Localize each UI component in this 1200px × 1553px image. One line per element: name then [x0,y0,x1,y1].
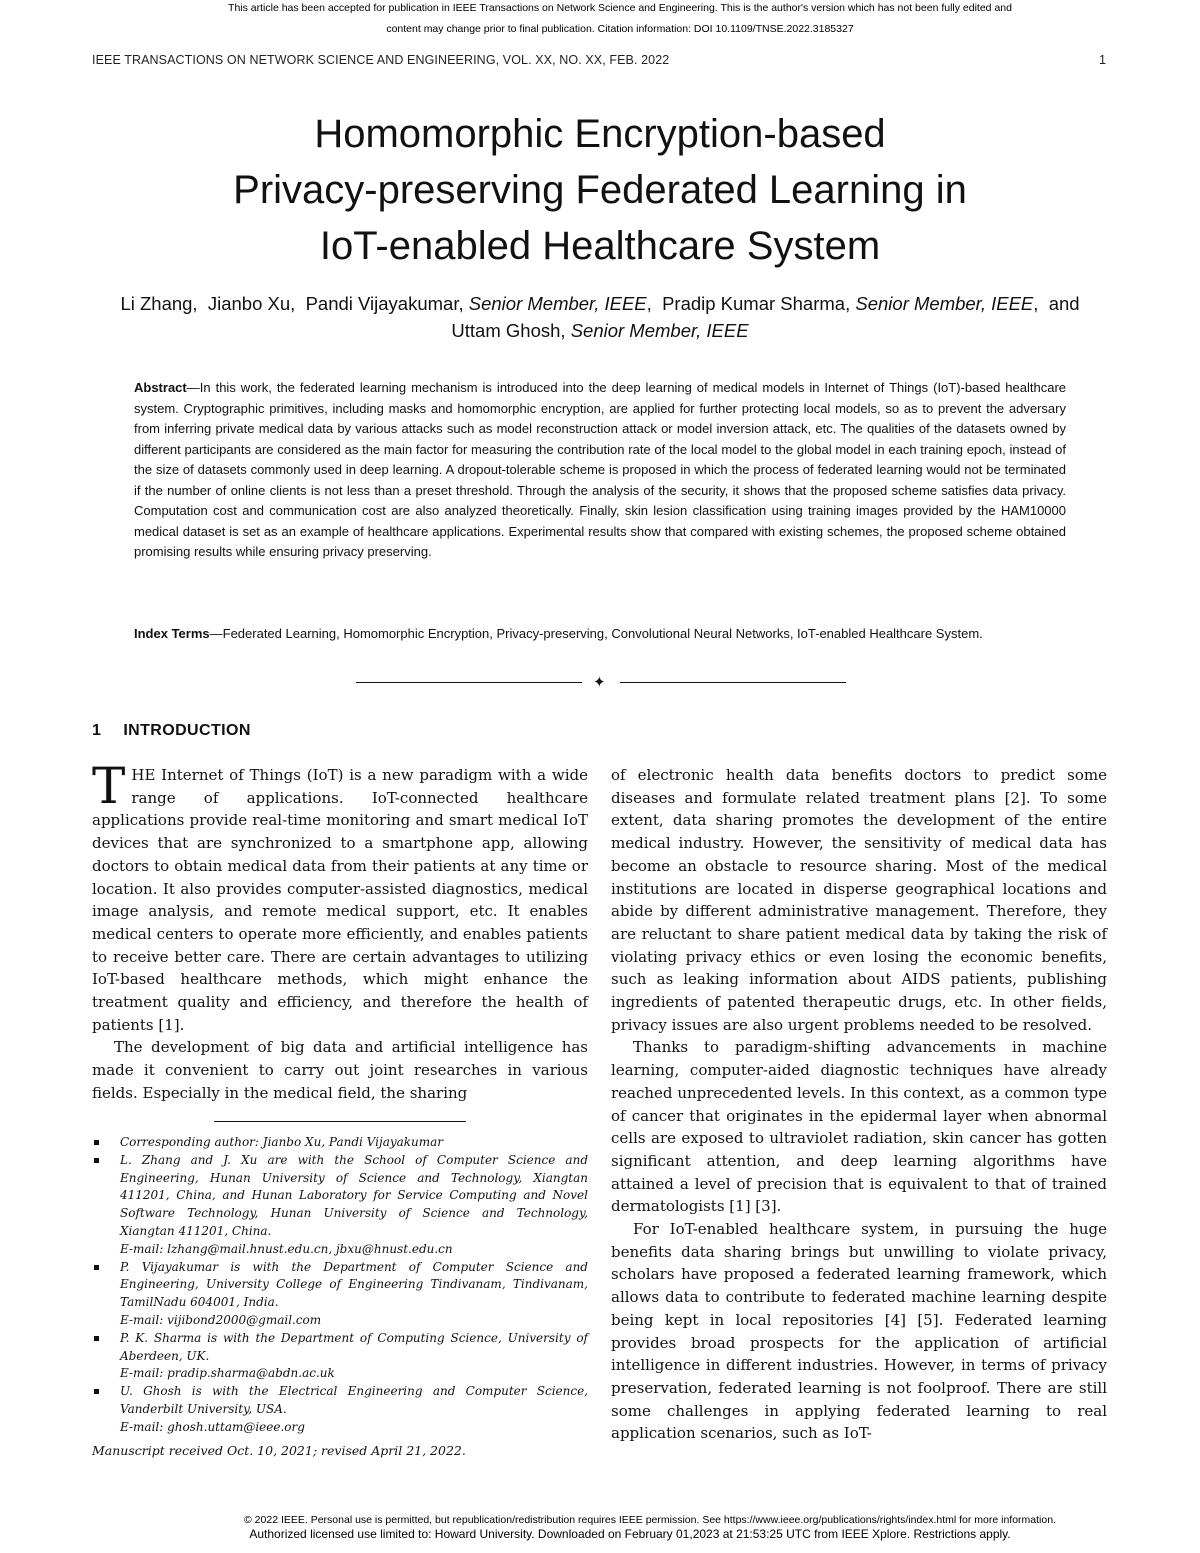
manuscript-dates: Manuscript received Oct. 10, 2021; revised April 21, 2022. [92,1443,466,1458]
footnote-5-email: E-mail: ghosh.uttam@ieee.org [120,1419,305,1434]
footnote-5 [92,1383,588,1436]
abstract [134,378,1066,563]
divider-line-right [620,682,846,683]
body-paragraph-1 [92,757,588,1036]
drop-cap: T [92,757,126,815]
footnote-4 [92,1330,588,1383]
footnote-5-text: U. Ghosh is with the Electrical Engineering and Computer Science, Vanderbilt University, USA. [120,1384,588,1416]
footnote-3-email: E-mail: vijibond2000@gmail.com [120,1312,322,1327]
footnote-2 [92,1152,588,1259]
footnote-4-email: E-mail: pradip.sharma@abdn.ac.uk [120,1366,335,1381]
footnote-1 [92,1134,588,1152]
author-4: Pradip Kumar Sharma, [662,293,851,314]
index-terms [134,624,1066,645]
body-paragraph-5: For IoT-enabled healthcare system, in pursuing the huge benefits data sharing brings but unwilling to violate privacy, scholars have proposed a federated learning framework, which allows data to contribute to federated machine learning despite being kept in local repositories [4] [5]. Federated learning provides broad prospects for the application of artificial intelligence in different industries. However, in terms of privacy preservation, federated learning is not foolproof. There are still some challenges in applying federated learning to real application scenarios, such as IoT- [611,1220,1107,1443]
footnote-rule [214,1121,466,1122]
body-column-right [611,764,1107,1445]
section-number: 1 [92,722,102,739]
footnote-2-email: E-mail: lzhang@mail.hnust.edu.cn, jbxu@hnust.edu.cn [120,1241,453,1256]
copyright-notice: © 2022 IEEE. Personal use is permitted, but republication/redistribution requires IEEE permission. See https://www.ieee.org/publications/rights/index.html for more information. [244,1514,1056,1526]
body-column-left [92,757,588,1105]
body-paragraph-2: The development of big data and artificial intelligence has made it convenient to carry out joint researches in various fields. Especially in the medical field, the sharing [92,1038,588,1102]
running-head: IEEE TRANSACTIONS ON NETWORK SCIENCE AND ENGINEERING, VOL. XX, NO. XX, FEB. 2022 [92,53,670,67]
paper-title [130,106,1070,274]
author-4-role: Senior Member, IEEE [855,293,1034,314]
footnote-1-text: Corresponding author: Jianbo Xu, Pandi Vijayakumar [120,1135,444,1149]
section-divider [356,674,846,692]
author-3-role: Senior Member, IEEE [468,293,647,314]
section-title: INTRODUCTION [123,722,251,739]
footnote-3-text: P. Vijayakumar is with the Department of Computer Science and Engineering, University College of Engineering Tindivanam, Tindivanam, TamilNadu 604001, India. [120,1259,588,1310]
drop-cap-lead: HE [131,766,156,784]
index-terms-text: —Federated Learning, Homomorphic Encryption, Privacy-preserving, Convolutional Neural Networks, IoT-enabled Healthcare System. [209,626,983,641]
body-paragraph-3: of electronic health data benefits doctors to predict some diseases and formulate related treatment plans [2]. To some extent, data sharing promotes the development of the entire medical industry. However, the sensitivity of medical data has become an obstacle to resource sharing. Most of the medical institutions are located in disperse geographical locations and abide by different administrative management. Therefore, they are reluctant to share patient medical data by taking the risk of violating privacy ethics or even losing the economic benefits, such as leaking information about AIDS patients, publishing ingredients of patented therapeutic drugs, etc. In other fields, privacy issues are also urgent problems needed to be resolved. [611,766,1107,1034]
authorized-use-notice: Authorized licensed use limited to: Howard University. Downloaded on February 01,2023 at 21:53:25 UTC from IEEE Xplore. Restrictions apply. [249,1527,1011,1541]
publication-notice [120,0,1120,40]
diamond-icon: ✦ [593,674,606,691]
title-line-3: IoT-enabled Healthcare System [319,224,881,268]
abstract-label: Abstract [134,380,187,395]
footnote-2-text: L. Zhang and J. Xu are with the School of Computer Science and Engineering, Hunan University of Science and Technology, Xiangtan 411201, China, and Hunan Laboratory for Service Computing and Novel Software Technology, Hunan University of Science and Technology, Xiangtan 411201, China. [120,1152,588,1238]
publication-notice-line1: This article has been accepted for publication in IEEE Transactions on Network Science and Engineering. This is the author's version which has not been fully edited and [228,2,1012,14]
abstract-text: —In this work, the federated learning mechanism is introduced into the deep learning of medical models in Internet of Things (IoT)-based healthcare system. Cryptographic primitives, including masks and homomorphic encryption, are applied for further protecting local models, so as to prevent the adversary from inferring private medical data by various attacks such as model reconstruction attack or model inversion attack, etc. The qualities of the datasets owned by different participants are considered as the main factor for measuring the contribution rate of the local model to the global model in each training epoch, instead of the size of datasets commonly used in deep learning. A dropout-tolerable scheme is proposed in which the process of federated learning would not be terminated if the number of online clients is not less than a preset threshold. Through the analysis of the security, it shows that the proposed scheme satisfies data privacy. Computation cost and communication cost are also analyzed theoretically. Finally, skin lesion classification using training images provided by the HAM10000 medical dataset is set as an example of healthcare applications. Experimental results show that compared with existing schemes, the proposed scheme obtained promising results while ensuring privacy preserving. [134,380,1066,559]
body-paragraph-1-text: Internet of Things (IoT) is a new paradigm with a wide range of applications. IoT-connected healthcare applications provide real-time monitoring and smart medical IoT devices that are synchronized to a smartphone app, allowing doctors to obtain medical data from their patients at any time or location. It also provides computer-assisted diagnostics, medical image analysis, and remote medical support, etc. It enables medical centers to operate more efficiently, and enables patients to receive better care. There are certain advantages to utilizing IoT-based healthcare methods, which might enhance the treatment quality and efficiency, and therefore the health of patients [1]. [92,766,588,1034]
section-heading [92,722,251,740]
divider-line-left [356,682,582,683]
title-line-2: Privacy-preserving Federated Learning in [233,168,967,212]
author-3: Pandi Vijayakumar, [305,293,464,314]
author-5-role: Senior Member, IEEE [570,320,749,341]
body-paragraph-4: Thanks to paradigm-shifting advancements in machine learning, computer-aided diagnostic techniques have already reached unprecedented levels. In this context, as a common type of cancer that originates in the epidermal layer when abnormal cells are exposed to ultraviolet radiation, skin cancer has gotten significant attention, and deep learning algorithms have attained a level of precision that is equivalent to that of trained dermatologists [1] [3]. [611,1038,1107,1216]
author-2: Jianbo Xu, [207,293,296,314]
publication-notice-line2: content may change prior to final publication. Citation information: DOI 10.1109/TNSE.2022.3185327 [386,23,854,35]
footnotes [92,1134,588,1437]
title-line-1: Homomorphic Encryption-based [314,112,886,156]
footnote-4-text: P. K. Sharma is with the Department of Computing Science, University of Aberdeen, UK. [120,1330,588,1363]
author-5: and Uttam Ghosh, [451,293,1080,341]
index-terms-label: Index Terms [134,626,210,641]
page-number: 1 [1099,53,1106,67]
author-1: Li Zhang, [120,293,198,314]
author-list: Li Zhang, Jianbo Xu, Pandi Vijayakumar, Senior Member, IEEE, Pradip Kumar Sharma, Senior Member, IEEE, and Uttam Ghosh, Senior Member, IEEE [120,293,1080,341]
footnote-3 [92,1259,588,1330]
